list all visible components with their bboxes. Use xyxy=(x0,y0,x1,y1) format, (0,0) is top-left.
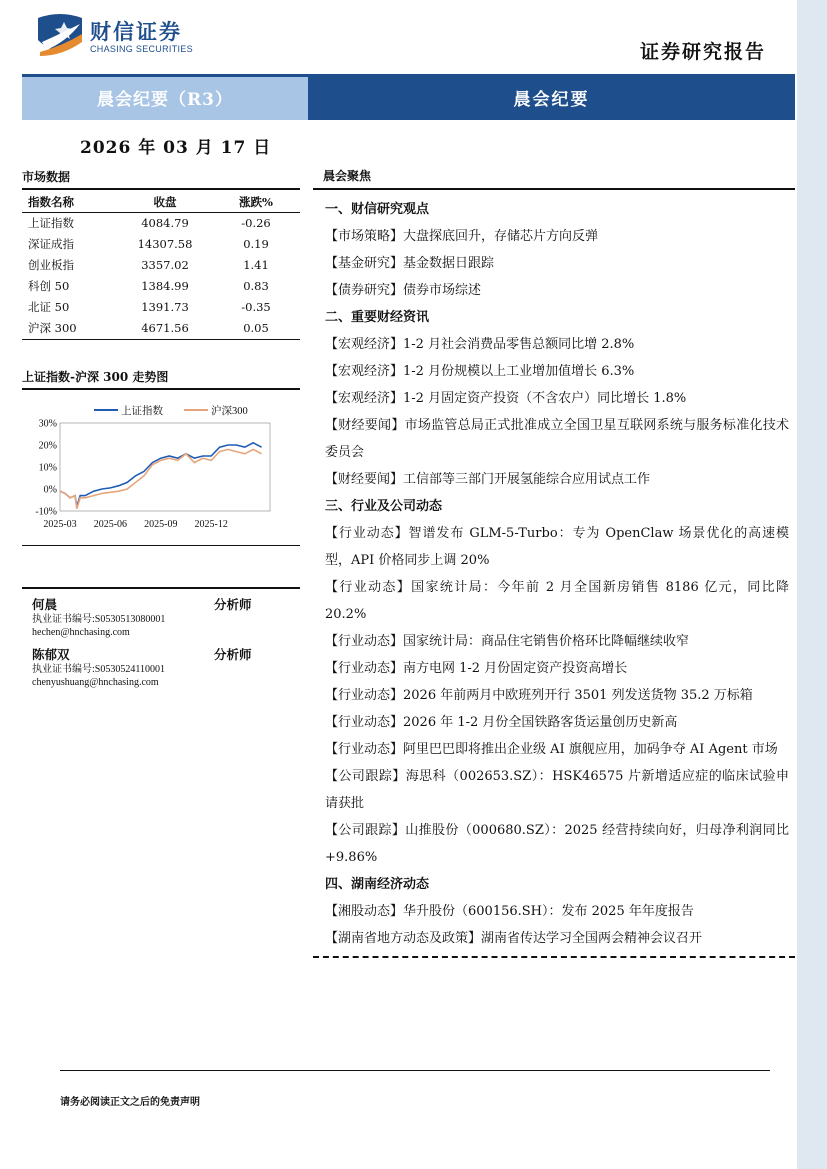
analyst-card xyxy=(22,595,300,645)
y-tick-label: 0% xyxy=(43,484,57,496)
focus-content xyxy=(313,196,795,958)
table-row xyxy=(22,254,300,275)
news-item[interactable]: 【债券研究】债券市场综述 xyxy=(325,283,482,298)
market-table-header xyxy=(22,192,300,212)
news-item[interactable]: 【行业动态】国家统计局：今年前 2 月全国新房销售 8186 亿元，同比降 20.2% xyxy=(325,580,789,622)
y-tick-label: 20% xyxy=(38,440,57,452)
y-tick-label: -10% xyxy=(35,506,57,518)
index-close: 4084.79 xyxy=(141,215,189,230)
analyst-cert: 执业证书编号:S0530513080001 xyxy=(32,614,166,625)
section-heading: 二、重要财经资讯 xyxy=(325,310,430,325)
analyst-name: 何晨 xyxy=(32,597,58,612)
logo-mark-icon xyxy=(36,12,84,58)
news-item[interactable]: 【行业动态】2026 年前两月中欧班列开行 3501 列发送货物 35.2 万标箱 xyxy=(325,688,753,703)
focus-bottom-rule xyxy=(313,956,795,958)
news-item[interactable]: 【财经要闻】市场监管总局正式批准成立全国卫星互联网系统与服务标准化技术委员会 xyxy=(325,418,789,460)
chart-bottom-rule xyxy=(22,545,300,546)
news-item[interactable]: 【行业动态】阿里巴巴即将推出企业级 AI 旗舰应用，加码争夺 AI Agent 市场 xyxy=(325,742,778,757)
index-close: 14307.58 xyxy=(137,236,193,251)
analyst-cert: 执业证书编号:S0530524110001 xyxy=(32,664,165,675)
x-tick-label: 2025-12 xyxy=(194,519,228,530)
footer-rule xyxy=(60,1070,770,1071)
news-item[interactable]: 【市场策略】大盘探底回升，存储芯片方向反弹 xyxy=(325,229,599,244)
index-change: 0.83 xyxy=(243,279,269,294)
index-name: 上证指数 xyxy=(28,215,74,230)
table-row xyxy=(22,212,300,233)
news-item[interactable]: 【宏观经济】1-2 月社会消费品零售总额同比增 2.8% xyxy=(325,337,635,352)
table-row xyxy=(22,233,300,254)
index-name: 沪深 300 xyxy=(22,318,118,339)
index-name: 深证成指 xyxy=(28,236,74,251)
legend-label: 沪深300 xyxy=(211,406,248,417)
news-item[interactable]: 【行业动态】智谱发布 GLM-5-Turbo：专为 OpenClaw 场景优化的高速模型，API 价格同步上调 20% xyxy=(325,526,789,568)
table-row xyxy=(22,297,300,318)
news-item[interactable]: 【宏观经济】1-2 月份规模以上工业增加值增长 6.3% xyxy=(325,364,635,379)
index-change: -0.26 xyxy=(241,215,271,230)
x-tick-label: 2025-06 xyxy=(93,519,128,530)
trend-chart xyxy=(22,393,300,533)
news-item[interactable]: 【公司跟踪】海思科（002653.SZ）：HSK46575 片新增适应症的临床试验申请获批 xyxy=(325,769,789,811)
index-change: 0.05 xyxy=(212,318,300,339)
focus-title: 晨会聚焦 xyxy=(313,167,795,190)
disclaimer-note: 请务必阅读正文之后的免责声明 xyxy=(60,1097,200,1108)
section-heading: 四、湖南经济动态 xyxy=(325,877,430,892)
news-item[interactable]: 【湘股动态】华升股份（600156.SH）：发布 2025 年年度报告 xyxy=(325,904,694,919)
index-close: 1384.99 xyxy=(141,279,189,294)
table-row xyxy=(22,276,300,297)
analyst-email[interactable]: chenyushuang@hnchasing.com xyxy=(32,677,159,688)
legend-label: 上证指数 xyxy=(121,406,163,417)
index-change: 1.41 xyxy=(243,257,269,272)
news-item[interactable]: 【湖南省地方动态及政策】湖南省传达学习全国两会精神会议召开 xyxy=(325,931,703,946)
logo-text-en: CHASING SECURITIES xyxy=(90,44,193,54)
index-name: 北证 50 xyxy=(28,300,70,315)
analyst-role: 分析师 xyxy=(214,597,252,612)
y-tick-label: 10% xyxy=(38,462,57,474)
news-item[interactable]: 【行业动态】国家统计局：商品住宅销售价格环比降幅继续收窄 xyxy=(325,634,690,649)
index-change: -0.35 xyxy=(241,300,271,315)
analyst-card xyxy=(22,645,300,695)
analyst-role: 分析师 xyxy=(214,647,252,662)
news-item[interactable]: 【基金研究】基金数据日跟踪 xyxy=(325,256,495,271)
analyst-list xyxy=(22,587,300,695)
trend-chart-svg xyxy=(22,393,300,533)
index-close: 1391.73 xyxy=(141,300,189,315)
market-table xyxy=(22,192,300,340)
plot-frame xyxy=(60,423,270,511)
analyst-email[interactable]: hechen@hnchasing.com xyxy=(32,627,130,638)
report-type: 证券研究报告 xyxy=(640,41,767,63)
index-name: 科创 50 xyxy=(28,279,70,294)
y-tick-label: 30% xyxy=(38,418,57,430)
chart-title: 上证指数-沪深 300 走势图 xyxy=(22,368,300,390)
analyst-name: 陈郁双 xyxy=(32,647,70,662)
news-item[interactable]: 【财经要闻】工信部等三部门开展氢能综合应用试点工作 xyxy=(325,472,651,487)
logo-text-cn: 财信证券 xyxy=(90,20,182,44)
company-logo xyxy=(36,12,196,60)
news-item[interactable]: 【公司跟踪】山推股份（000680.SZ）：2025 经营持续向好，归母净利润同比+9.86% xyxy=(325,823,789,865)
banner-right: 晨会纪要 xyxy=(308,74,795,120)
side-strip xyxy=(797,0,827,1169)
x-tick-label: 2025-03 xyxy=(43,519,77,530)
news-item[interactable]: 【行业动态】2026 年 1-2 月份全国铁路客货运量创历史新高 xyxy=(325,715,678,730)
col-header-close: 收盘 xyxy=(118,192,212,212)
section-heading: 一、财信研究观点 xyxy=(325,202,430,217)
section-heading: 三、行业及公司动态 xyxy=(325,499,443,514)
market-data-title: 市场数据 xyxy=(22,168,300,190)
index-name: 创业板指 xyxy=(28,257,74,272)
index-change: 0.19 xyxy=(243,236,269,251)
table-row xyxy=(22,318,300,339)
banner-left: 晨会纪要（R3） xyxy=(22,74,308,120)
index-close: 4671.56 xyxy=(118,318,212,339)
report-date: 2026 年 03 月 17 日 xyxy=(80,138,272,158)
news-item[interactable]: 【宏观经济】1-2 月固定资产投资（不含农户）同比增长 1.8% xyxy=(325,391,687,406)
index-close: 3357.02 xyxy=(141,257,189,272)
news-item[interactable]: 【行业动态】南方电网 1-2 月份固定资产投资高增长 xyxy=(325,661,628,676)
col-header-change: 涨跌% xyxy=(212,192,300,212)
x-tick-label: 2025-09 xyxy=(144,519,178,530)
col-header-index: 指数名称 xyxy=(22,192,118,212)
